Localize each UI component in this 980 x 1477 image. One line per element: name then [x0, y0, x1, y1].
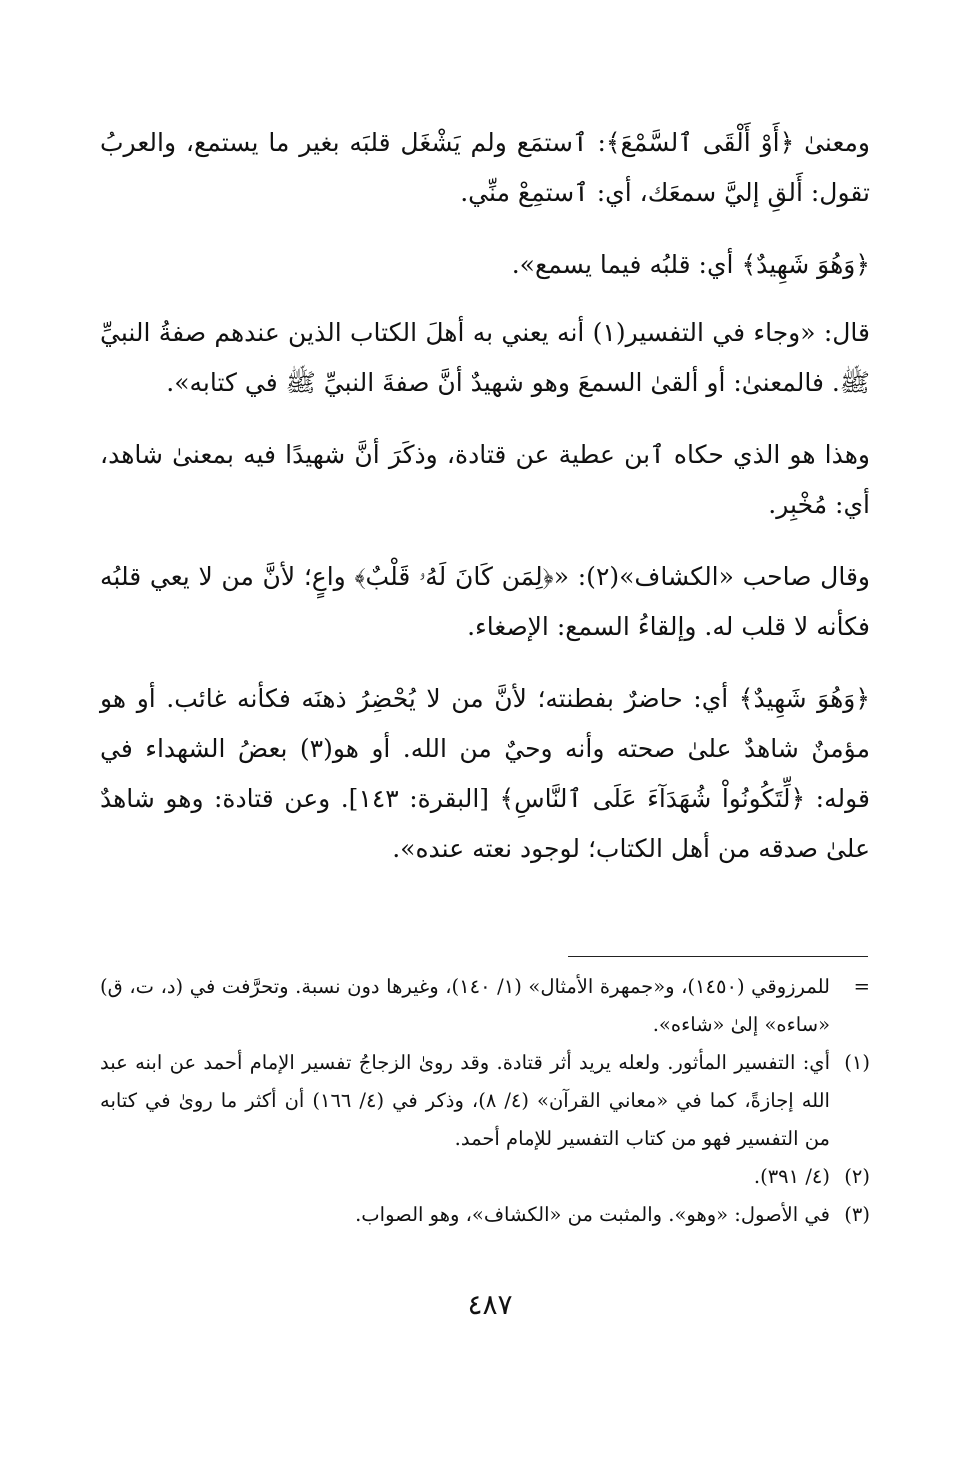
main-text	[100, 118, 870, 896]
page-number: ٤٨٧	[467, 1288, 513, 1321]
paragraph-hadir-bifitnatih: ﴿وَهُوَ شَهِيدٌ﴾ أي: حاضرٌ بفطنته؛ لأنَّ من لا يُحْضِرُ ذهنَه فكأنه غائب. أو هو مؤمنٌ شاهدٌ علىٰ صحته وأنه وحيٌ من الله. أو هو(٣) بعضُ الشهداء في قوله: ﴿لِّتَكُونُواْ شُهَدَآءَ عَلَى ٱلنَّاسِ﴾ [البقرة: ١٤٣]. وعن قتادة: وهو شاهدٌ علىٰ صدقه من أهل الكتاب؛ لوجود نعته عنده».	[100, 684, 870, 863]
footnote-3	[100, 1196, 870, 1234]
footnotes	[100, 968, 870, 1234]
footnote-text: للمرزوقي (١٤٥٠)، و«جمهرة الأمثال» (١/ ١٤٠)، وغيرها دون نسبة. وتحرَّفت في (د، ت، ق) «ساءه» إلىٰ «شاءه».	[100, 975, 830, 1036]
footnote-marker: =	[853, 975, 870, 998]
paragraph-ibn-atiyya: وهذا هو الذي حكاه ٱبن عطية عن قتادة، وذكَرَ أنَّ شهيدًا فيه بمعنىٰ شاهد، أي: مُخْبِر.	[100, 440, 870, 519]
footnote-2	[100, 1158, 870, 1196]
paragraph-tafsir-quote: قال: «وجاء في التفسير(١) أنه يعني به أهلَ الكتاب الذين عندهم صفةُ النبيِّ ﷺ. فالمعنىٰ: أو ألقىٰ السمعَ وهو شهيدٌ أنَّ صفةَ النبيِّ ﷺ في كتابه».	[100, 318, 870, 397]
footnote-text: في الأصول: «وهو». والمثبت من «الكشاف»، وهو الصواب.	[355, 1203, 830, 1226]
footnote-marker: (٢)	[844, 1165, 870, 1188]
paragraph-kashshaf-quote: وقال صاحب «الكشاف»(٢): «﴿لِمَن كَانَ لَهُۥ قَلْبٌ﴾ واعٍ؛ لأنَّ من لا يعي قلبُه فكأنه لا قلب له. وإلقاءُ السمع: الإصغاء.	[100, 562, 870, 641]
footnote-text: أي: التفسير المأثور. ولعله يريد أثر قتادة. وقد روىٰ الزجاجُ تفسير الإمام أحمد عن ابنه عبد الله إجازةً، كما في «معاني القرآن» (٤/ ٨)، وذكر في (٤/ ١٦٦) أن أكثر ما روىٰ في كتابه من التفسير فهو من كتاب التفسير للإمام أحمد.	[100, 1051, 830, 1150]
footnote-continued	[100, 968, 870, 1044]
footnote-1	[100, 1044, 870, 1158]
paragraph-meaning-alqa-alsam: ومعنىٰ ﴿أَوْ أَلْقَى ٱلسَّمْعَ﴾: ٱستمَع ولم يَشْغَل قلبَه بغير ما يستمع، والعربُ تقول: أَلقِ إليَّ سمعَك، أي: ٱستمِعْ منِّي.	[100, 128, 870, 207]
footnote-text: (٤/ ٣٩١).	[753, 1165, 830, 1188]
paragraph-wahuwa-shahid: ﴿وَهُوَ شَهِيدٌ﴾ أي: قلبُه فيما يسمع».	[511, 250, 870, 279]
footnote-marker: (١)	[844, 1051, 870, 1074]
footnote-marker: (٣)	[844, 1203, 870, 1226]
footnote-separator	[568, 956, 868, 957]
